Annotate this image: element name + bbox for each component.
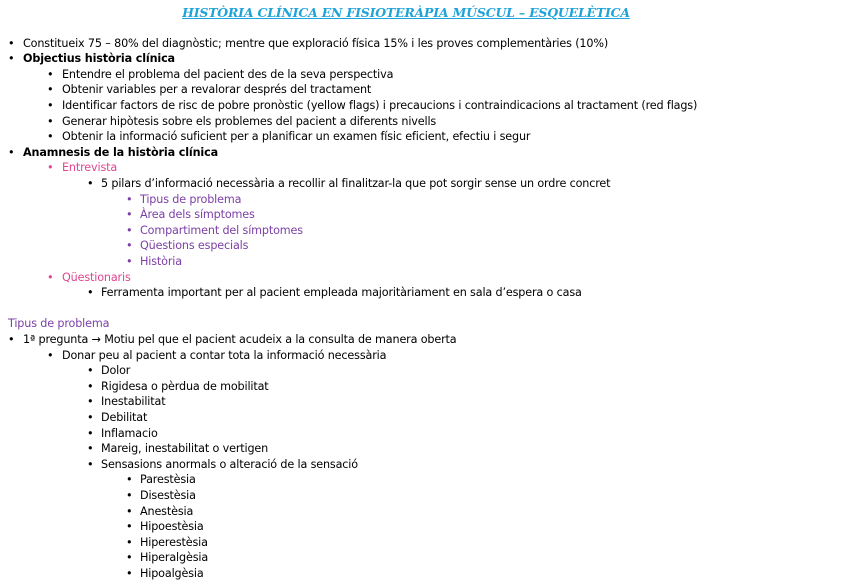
bullet-icon: •: [47, 348, 54, 362]
list-item-text: Anamnesis de la història clínica: [23, 145, 218, 159]
list-item-text: Hipoalgèsia: [140, 566, 204, 580]
list-item-text: Constitueix 75 – 80% del diagnòstic; mentre que exploració física 15% i les proves complementàries (10%): [23, 36, 609, 50]
bullet-icon: •: [126, 504, 133, 518]
bullet-icon: •: [126, 520, 133, 534]
bullet-icon: •: [126, 488, 133, 502]
bullet-icon: •: [47, 83, 54, 97]
bullet-icon: •: [126, 208, 133, 222]
bullet-icon: •: [47, 270, 54, 284]
document-title: HISTÒRIA CLÍNICA EN FISIOTERÀPIA MÚSCUL – ESQUELÈTICA: [182, 5, 630, 20]
bullet-icon: •: [87, 364, 94, 378]
list-item-text: Mareig, inestabilitat o vertigen: [101, 442, 269, 456]
list-item-text: Àrea dels símptomes: [140, 208, 255, 222]
bullet-icon: •: [126, 223, 133, 237]
bullet-icon: •: [126, 239, 133, 253]
list-item-text: Tipus de problema: [140, 192, 242, 206]
bullet-icon: •: [87, 395, 94, 409]
list-item-text: Qüestionaris: [62, 270, 131, 284]
list-item-text: Rigidesa o pèrdua de mobilitat: [101, 379, 269, 393]
bullet-icon: •: [87, 442, 94, 456]
list-item-text: Compartiment del símptomes: [140, 223, 303, 237]
bullet-icon: •: [47, 161, 54, 175]
section-heading: Tipus de problema: [8, 317, 110, 331]
bullet-icon: •: [126, 254, 133, 268]
list-item-text: Sensasions anormals o alteració de la sensació: [101, 457, 358, 471]
bullet-icon: •: [47, 114, 54, 128]
list-item-text: Anestèsia: [140, 504, 194, 518]
bullet-icon: •: [126, 192, 133, 206]
bullet-icon: •: [126, 551, 133, 565]
bullet-icon: •: [126, 535, 133, 549]
list-item-text: Debilitat: [101, 410, 148, 424]
list-item-text: Història: [140, 254, 182, 268]
bullet-icon: •: [87, 426, 94, 440]
list-item-text: Identificar factors de risc de pobre pronòstic (yellow flags) i precaucions i contraindicacions al tractament (red flags): [62, 98, 698, 112]
list-item-text: Ferramenta important per al pacient empleada majoritàriament en sala d’espera o casa: [101, 286, 582, 300]
list-item-text: Qüestions especials: [140, 239, 249, 253]
list-item-text: Donar peu al pacient a contar tota la informació necessària: [62, 348, 387, 362]
bullet-icon: •: [87, 457, 94, 471]
list-item-text: Inestabilitat: [101, 395, 166, 409]
bullet-icon: •: [126, 566, 133, 580]
list-item-text: Hiperalgèsia: [140, 551, 209, 565]
bullet-icon: •: [126, 473, 133, 487]
list-item-text: Entendre el problema del pacient des de la seva perspectiva: [62, 67, 394, 81]
bullet-icon: •: [47, 130, 54, 144]
list-item-text: 1ª pregunta → Motiu pel que el pacient acudeix a la consulta de manera oberta: [23, 332, 457, 346]
list-item-text: Objectius història clínica: [23, 52, 175, 66]
list-item-text: Obtenir la informació suficient per a planificar un examen físic eficient, efectiu i segur: [62, 130, 531, 144]
list-item-text: Disestèsia: [140, 488, 196, 502]
list-item-text: Hiperestèsia: [140, 535, 208, 549]
bullet-icon: •: [47, 67, 54, 81]
list-item-text: 5 pilars d’informació necessària a recollir al finalitzar-la que pot sorgir sense un ordre concret: [101, 176, 611, 190]
list-item-text: Parestèsia: [140, 473, 196, 487]
bullet-icon: •: [8, 145, 15, 159]
bullet-icon: •: [87, 379, 94, 393]
bullet-icon: •: [8, 332, 15, 346]
bullet-icon: •: [8, 36, 15, 50]
list-item-text: Inflamacio: [101, 426, 158, 440]
list-item-text: Generar hipòtesis sobre els problemes del pacient a diferents nivells: [62, 114, 437, 128]
bullet-icon: •: [87, 286, 94, 300]
list-item-text: Obtenir variables per a revalorar després del tractament: [62, 83, 372, 97]
bullet-icon: •: [87, 176, 94, 190]
bullet-icon: •: [47, 98, 54, 112]
list-item-text: Hipoestèsia: [140, 520, 204, 534]
bullet-icon: •: [87, 410, 94, 424]
list-item-text: Entrevista: [62, 161, 118, 175]
list-item-text: Dolor: [101, 364, 131, 378]
bullet-icon: •: [8, 52, 15, 66]
